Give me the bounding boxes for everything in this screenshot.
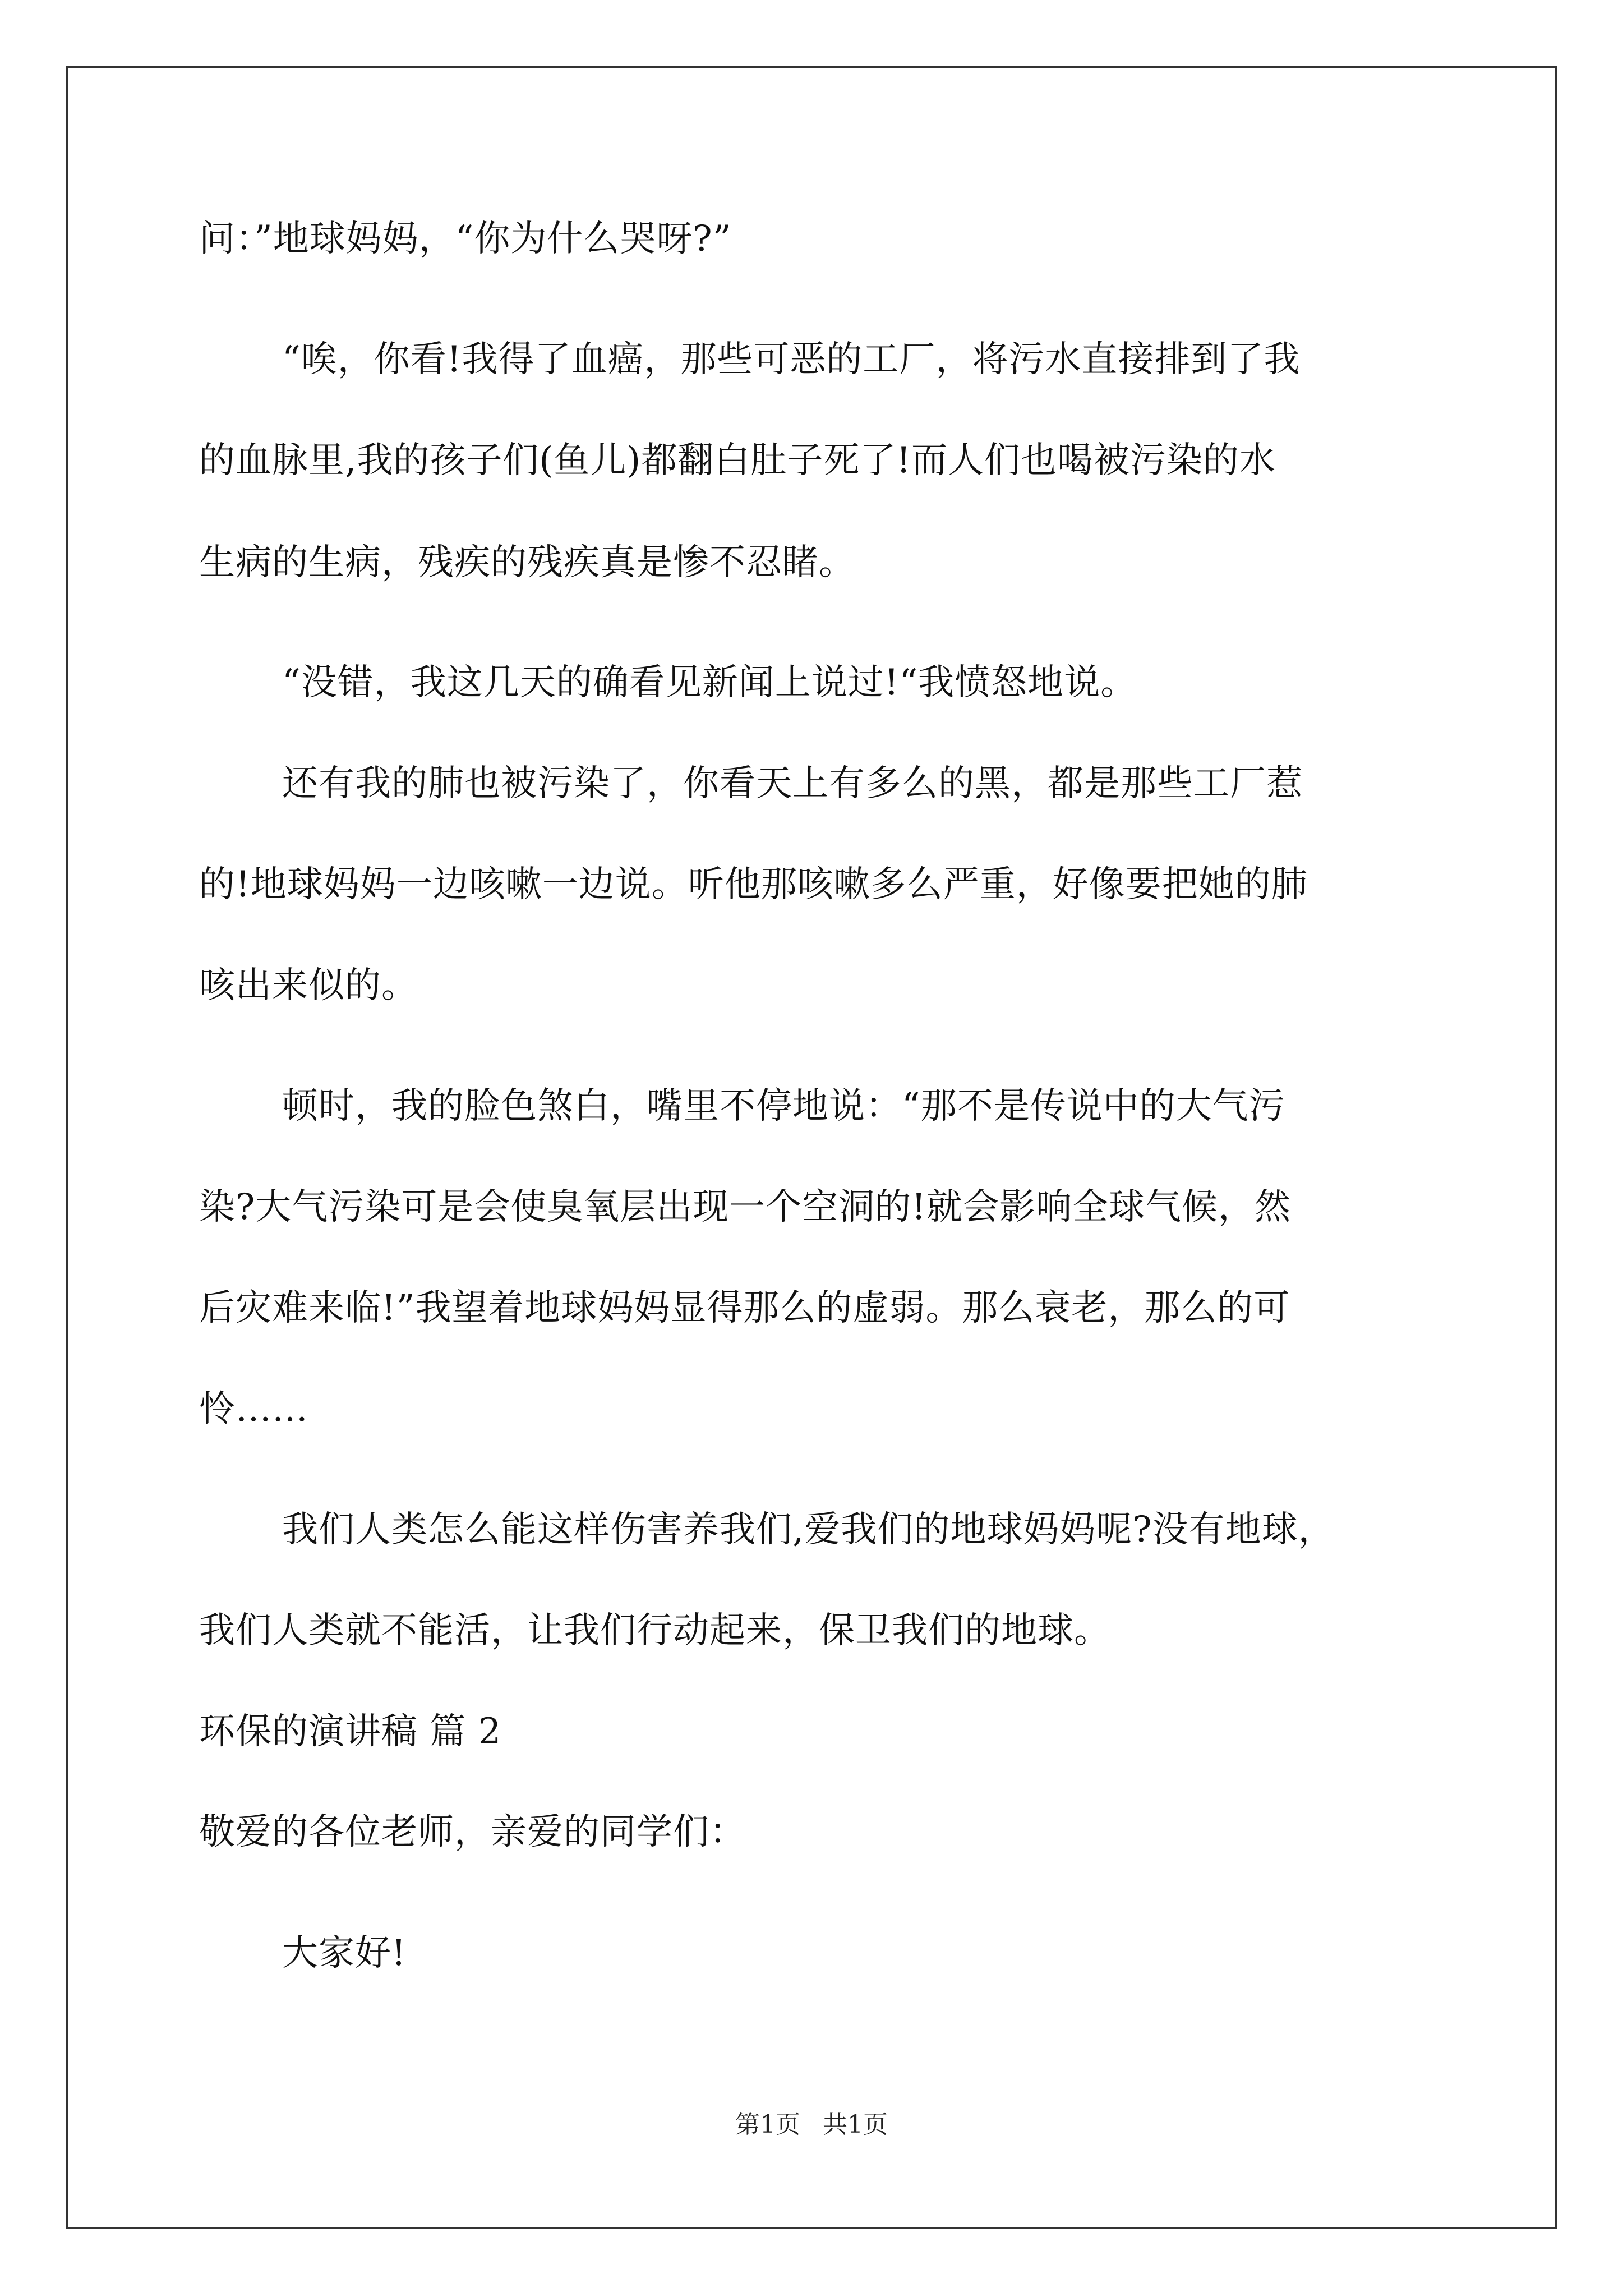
text-line-10: 染?大气污染可是会使臭氧层出现一个空洞的!就会影响全球气候，然 bbox=[199, 1186, 1292, 1228]
text-line-5: “没错，我这几天的确看见新闻上说过!“我愤怒地说。 bbox=[282, 662, 1137, 703]
text-line-2: “唉，你看!我得了血癌，那些可恶的工厂，将污水直接排到了我 bbox=[282, 339, 1301, 380]
text-line-6: 还有我的肺也被污染了，你看天上有多么的黑，都是那些工厂惹 bbox=[282, 763, 1303, 804]
section-heading: 环保的演讲稿 篇 2 bbox=[199, 1711, 502, 1752]
text-line-9: 顿时，我的脸色煞白，嘴里不停地说：“那不是传说中的大气污 bbox=[282, 1085, 1285, 1127]
text-line-3: 的血脉里,我的孩子们(鱼儿)都翻白肚子死了!而人们也喝被污染的水 bbox=[199, 440, 1276, 481]
salutation: 敬爱的各位老师，亲爱的同学们： bbox=[199, 1811, 746, 1853]
text-line-14: 我们人类就不能活，让我们行动起来，保卫我们的地球。 bbox=[199, 1610, 1110, 1651]
page-number-total: 共1页 bbox=[823, 2110, 888, 2139]
page-number-current: 第1页 bbox=[735, 2110, 800, 2139]
text-line-4: 生病的生病，残疾的残疾真是惨不忍睹。 bbox=[199, 542, 855, 583]
text-line-11: 后灾难来临!”我望着地球妈妈显得那么的虚弱。那么衰老，那么的可 bbox=[199, 1287, 1290, 1329]
text-line-12: 怜…… bbox=[199, 1388, 308, 1430]
greeting: 大家好! bbox=[282, 1932, 407, 1974]
text-line-1: 问：”地球妈妈，“你为什么哭呀?” bbox=[199, 218, 732, 260]
text-line-13: 我们人类怎么能这样伤害养我们,爱我们的地球妈妈呢?没有地球， bbox=[282, 1509, 1335, 1550]
page-border bbox=[66, 66, 1557, 2229]
page-footer bbox=[0, 2109, 1623, 2141]
text-line-7: 的!地球妈妈一边咳嗽一边说。听他那咳嗽多么严重，好像要把她的肺 bbox=[199, 864, 1308, 905]
text-line-8: 咳出来似的。 bbox=[199, 965, 418, 1006]
